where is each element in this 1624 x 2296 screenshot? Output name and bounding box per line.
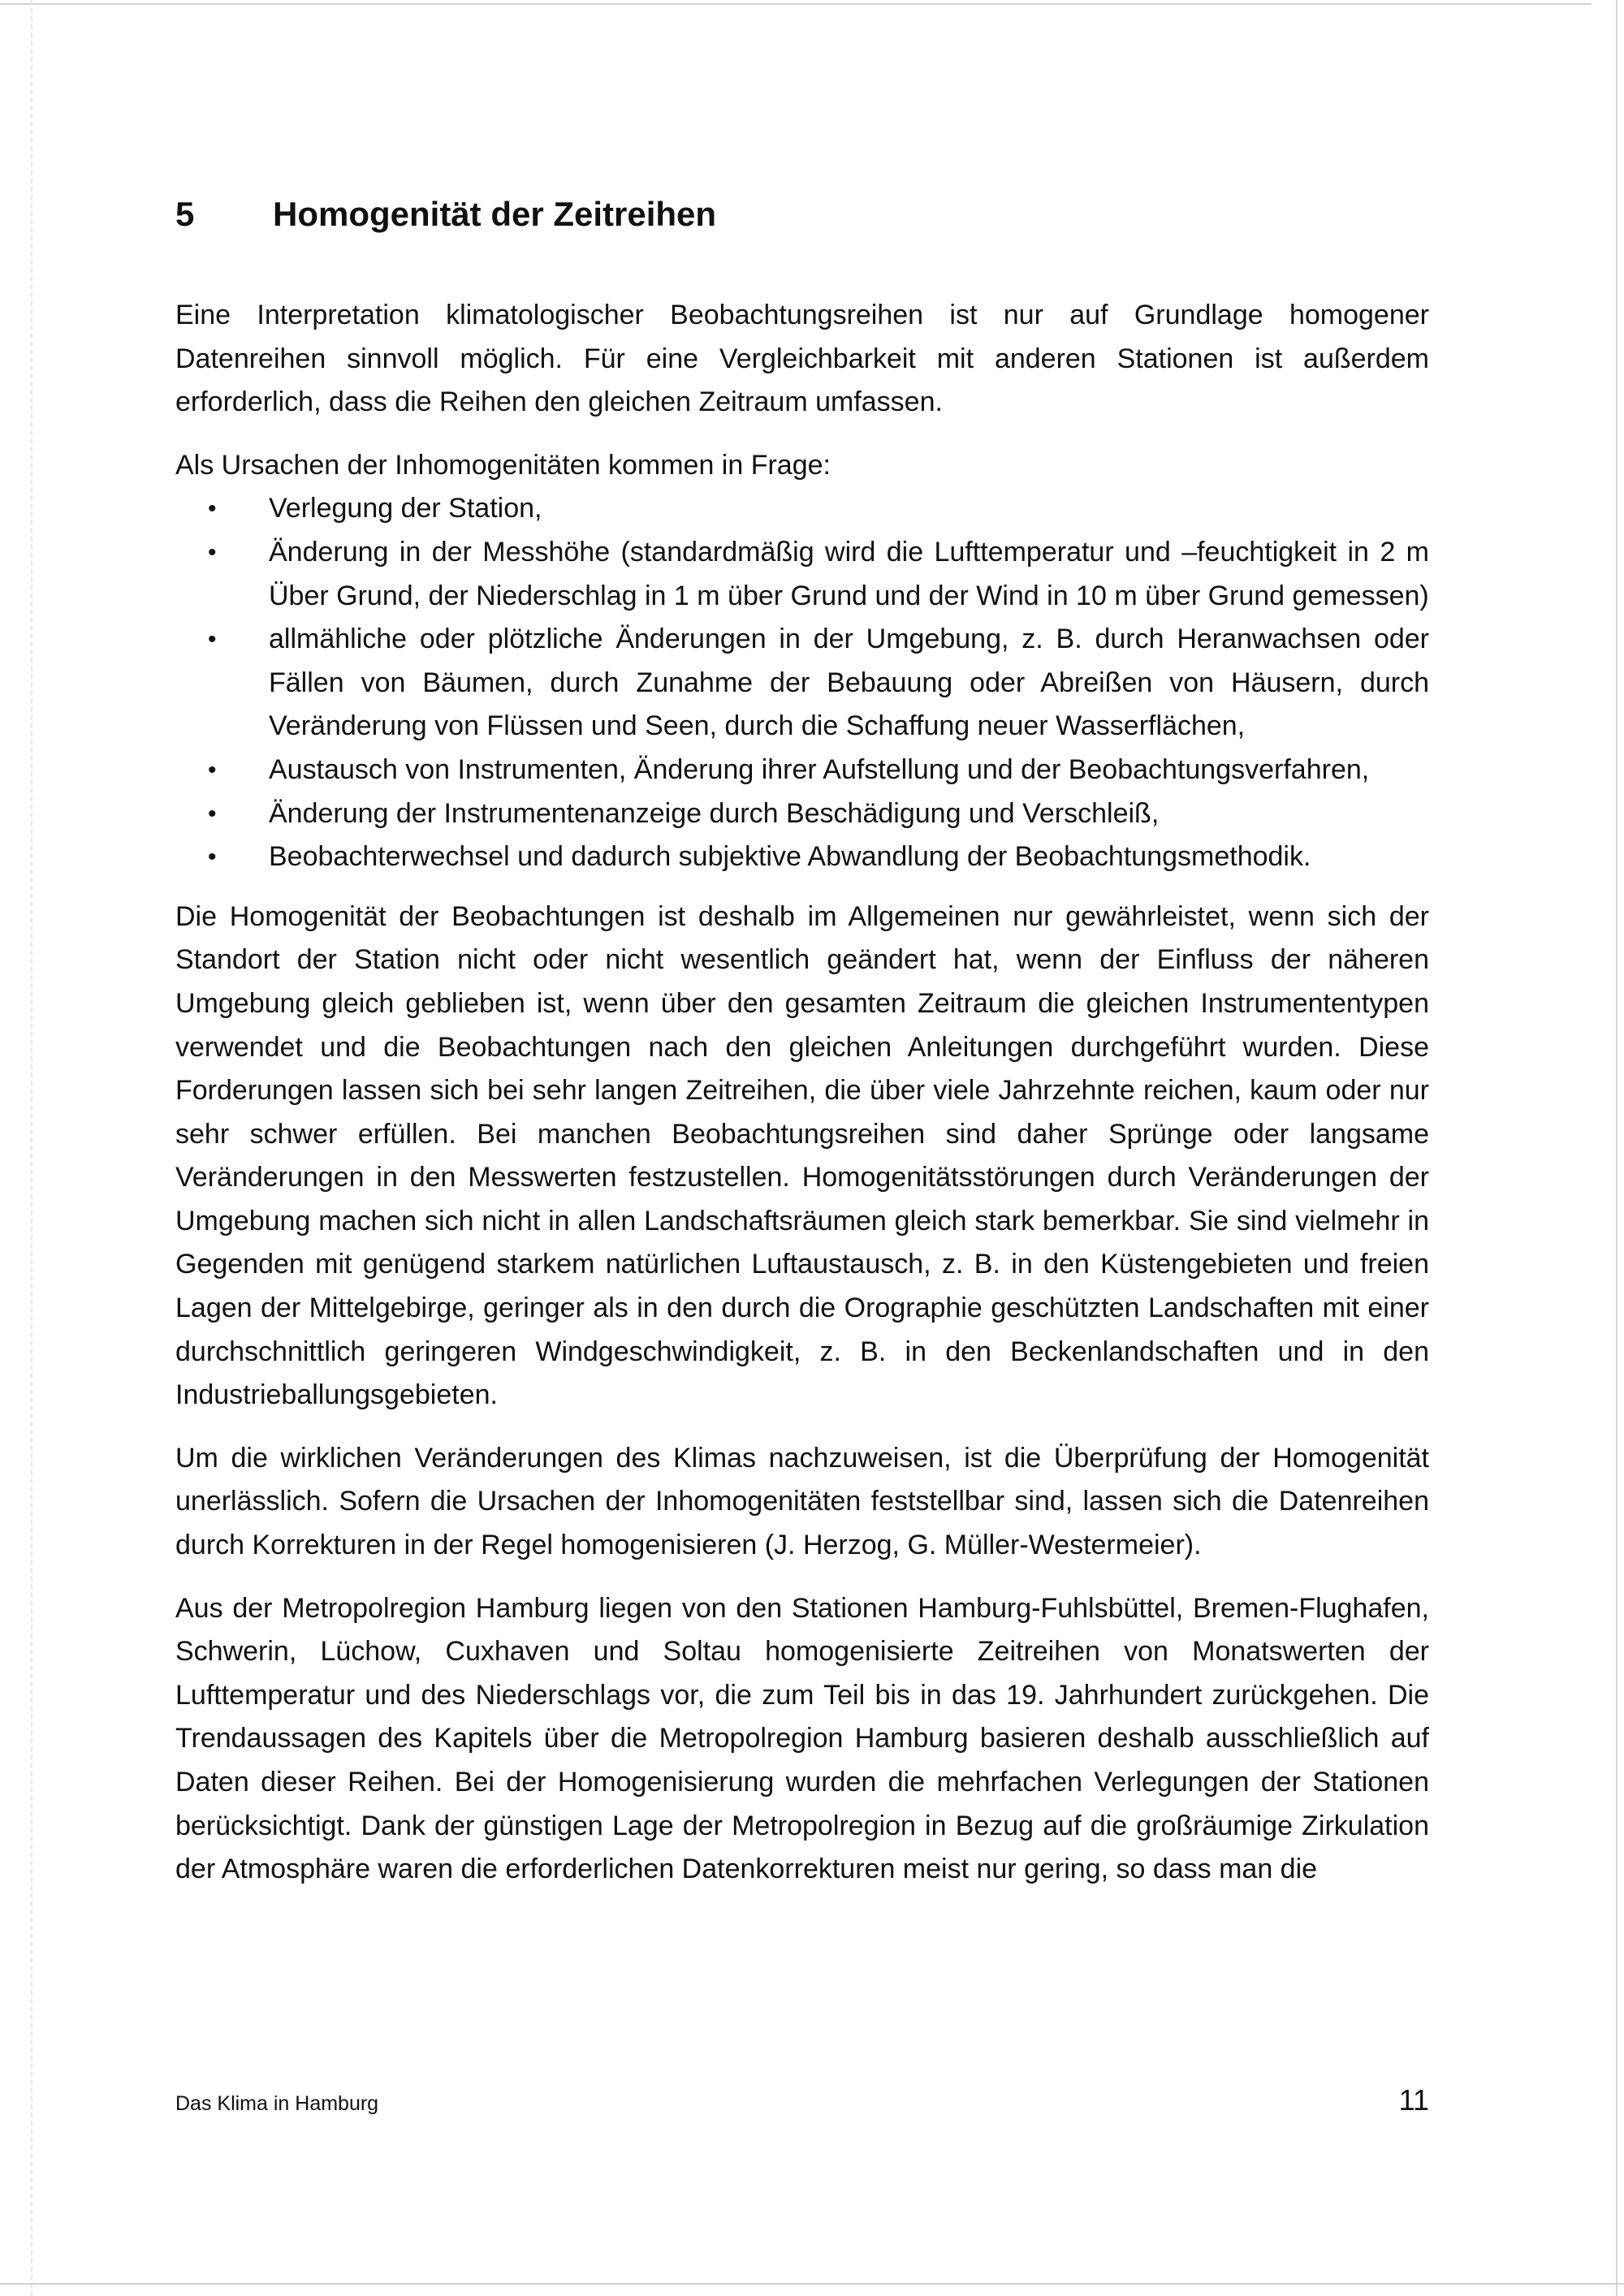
footer-title: Das Klima in Hamburg (175, 2092, 379, 2115)
list-item: • Verlegung der Station, (175, 487, 1429, 531)
list-item: • allmähliche oder plötzliche Änderungen in der Umgebung, z. B. durch Heranwachsen oder Fällen von Bäumen, durch Zunahme der Bebauung oder Abreißen von Häusern, durch Veränderung von Flüssen und Seen, durch die Schaffung neuer Wasserflächen, (175, 618, 1429, 749)
section-number: 5 (175, 195, 195, 233)
scan-edge-bottom (0, 2283, 1624, 2285)
page-number: 11 (1398, 2083, 1429, 2117)
scan-edge-top (0, 3, 1592, 5)
paragraph-metropolregion: Aus der Metropolregion Hamburg liegen von den Stationen Hamburg-Fuhlsbüttel, Bremen-Flughafen, Schwerin, Lüchow, Cuxhaven und Soltau homogenisierte Zeitreihen von Monatswerten der Lufttemperatur und des Niederschlags vor, die zum Teil bis in das 19. Jahrhundert zurückgehen. Die Trendaussagen des Kapitels über die Metropolregion Hamburg basieren deshalb ausschließlich auf Daten dieser Reihen. Bei der Homogenisierung wurden die mehrfachen Verlegungen der Stationen berücksichtigt. Dank der günstigen Lage der Metropolregion in Bezug auf die großräumige Zirkulation der Atmosphäre waren die erforderlichen Datenkorrekturen meist nur gering, so dass man die (175, 1592, 1429, 1885)
bullet-icon: • (208, 538, 217, 566)
paragraph-intro: Eine Interpretation klimatologischer Beobachtungsreihen ist nur auf Grundlage homogener Datenreihen sinnvoll möglich. Für eine Vergleichbarkeit mit anderen Stationen ist außerdem erforderlich, dass die Reihen den gleichen Zeitraum umfassen. (175, 300, 1429, 418)
scan-edge-left (31, 0, 33, 2296)
page-content (175, 192, 1429, 1911)
section-heading (175, 192, 1429, 237)
bullet-icon: • (208, 626, 217, 654)
section-title: Homogenität der Zeitreihen (273, 195, 717, 233)
paragraph-homogeneity: Die Homogenität der Beobachtungen ist deshalb im Allgemeinen nur gewährleistet, wenn sich der Standort der Station nicht oder nicht wesentlich geändert hat, wenn der Einfluss der näheren Umgebung gleich geblieben ist, wenn über den gesamten Zeitraum die gleichen Instrumententypen verwendet und die Beobachtungen nach den gleichen Anleitungen durchgeführt wurden. Diese Forderungen lassen sich bei sehr langen Zeitreihen, die über viele Jahrzehnte reichen, kaum oder nur sehr schwer erfüllen. Bei manchen Beobachtungsreihen sind daher Sprünge oder langsame Veränderungen in den Messwerten festzustellen. Homogenitätsstörungen durch Veränderungen der Umgebung machen sich nicht in allen Landschaftsräumen gleich stark bemerkbar. Sie sind vielmehr in Gegenden mit genügend starkem natürlichen Luftaustausch, z. B. in den Küstengebieten und freien Lagen der Mittelgebirge, geringer als in den durch die Orographie geschützten Landschaften mit einer durchschnittlich geringeren Windgeschwindigkeit, z. B. in den Beckenlandschaften und in den Industrieballungsgebieten. (175, 900, 1429, 1411)
bullet-icon: • (208, 495, 217, 523)
scan-edge-right (1616, 0, 1618, 2296)
list-item: • Austausch von Instrumenten, Änderung ihrer Aufstellung und der Beobachtungsverfahren, (175, 749, 1429, 792)
bullet-icon: • (208, 844, 217, 871)
list-item: • Änderung der Instrumentenanzeige durch Beschädigung und Verschleiß, (175, 792, 1429, 836)
list-item: • Beobachterwechsel und dadurch subjektive Abwandlung der Beobachtungsmethodik. (175, 835, 1429, 879)
causes-intro: Als Ursachen der Inhomogenitäten kommen in Frage: (175, 449, 831, 481)
page-footer (175, 2083, 1429, 2117)
causes-list (175, 487, 1429, 878)
paragraph-verification: Um die wirklichen Veränderungen des Klimas nachzuweisen, ist die Überprüfung der Homogenität unerlässlich. Sofern die Ursachen der Inhomogenitäten feststellbar sind, lassen sich die Datenreihen durch Korrekturen in der Regel homogenisieren (J. Herzog, G. Müller-Westermeier). (175, 1442, 1429, 1561)
bullet-icon: • (208, 800, 217, 827)
list-item: • Änderung in der Messhöhe (standardmäßig wird die Lufttemperatur und –feuchtigkeit in 2 m Über Grund, der Niederschlag in 1 m über Grund und der Wind in 10 m über Grund gemessen) (175, 531, 1429, 618)
bullet-icon: • (208, 756, 217, 783)
